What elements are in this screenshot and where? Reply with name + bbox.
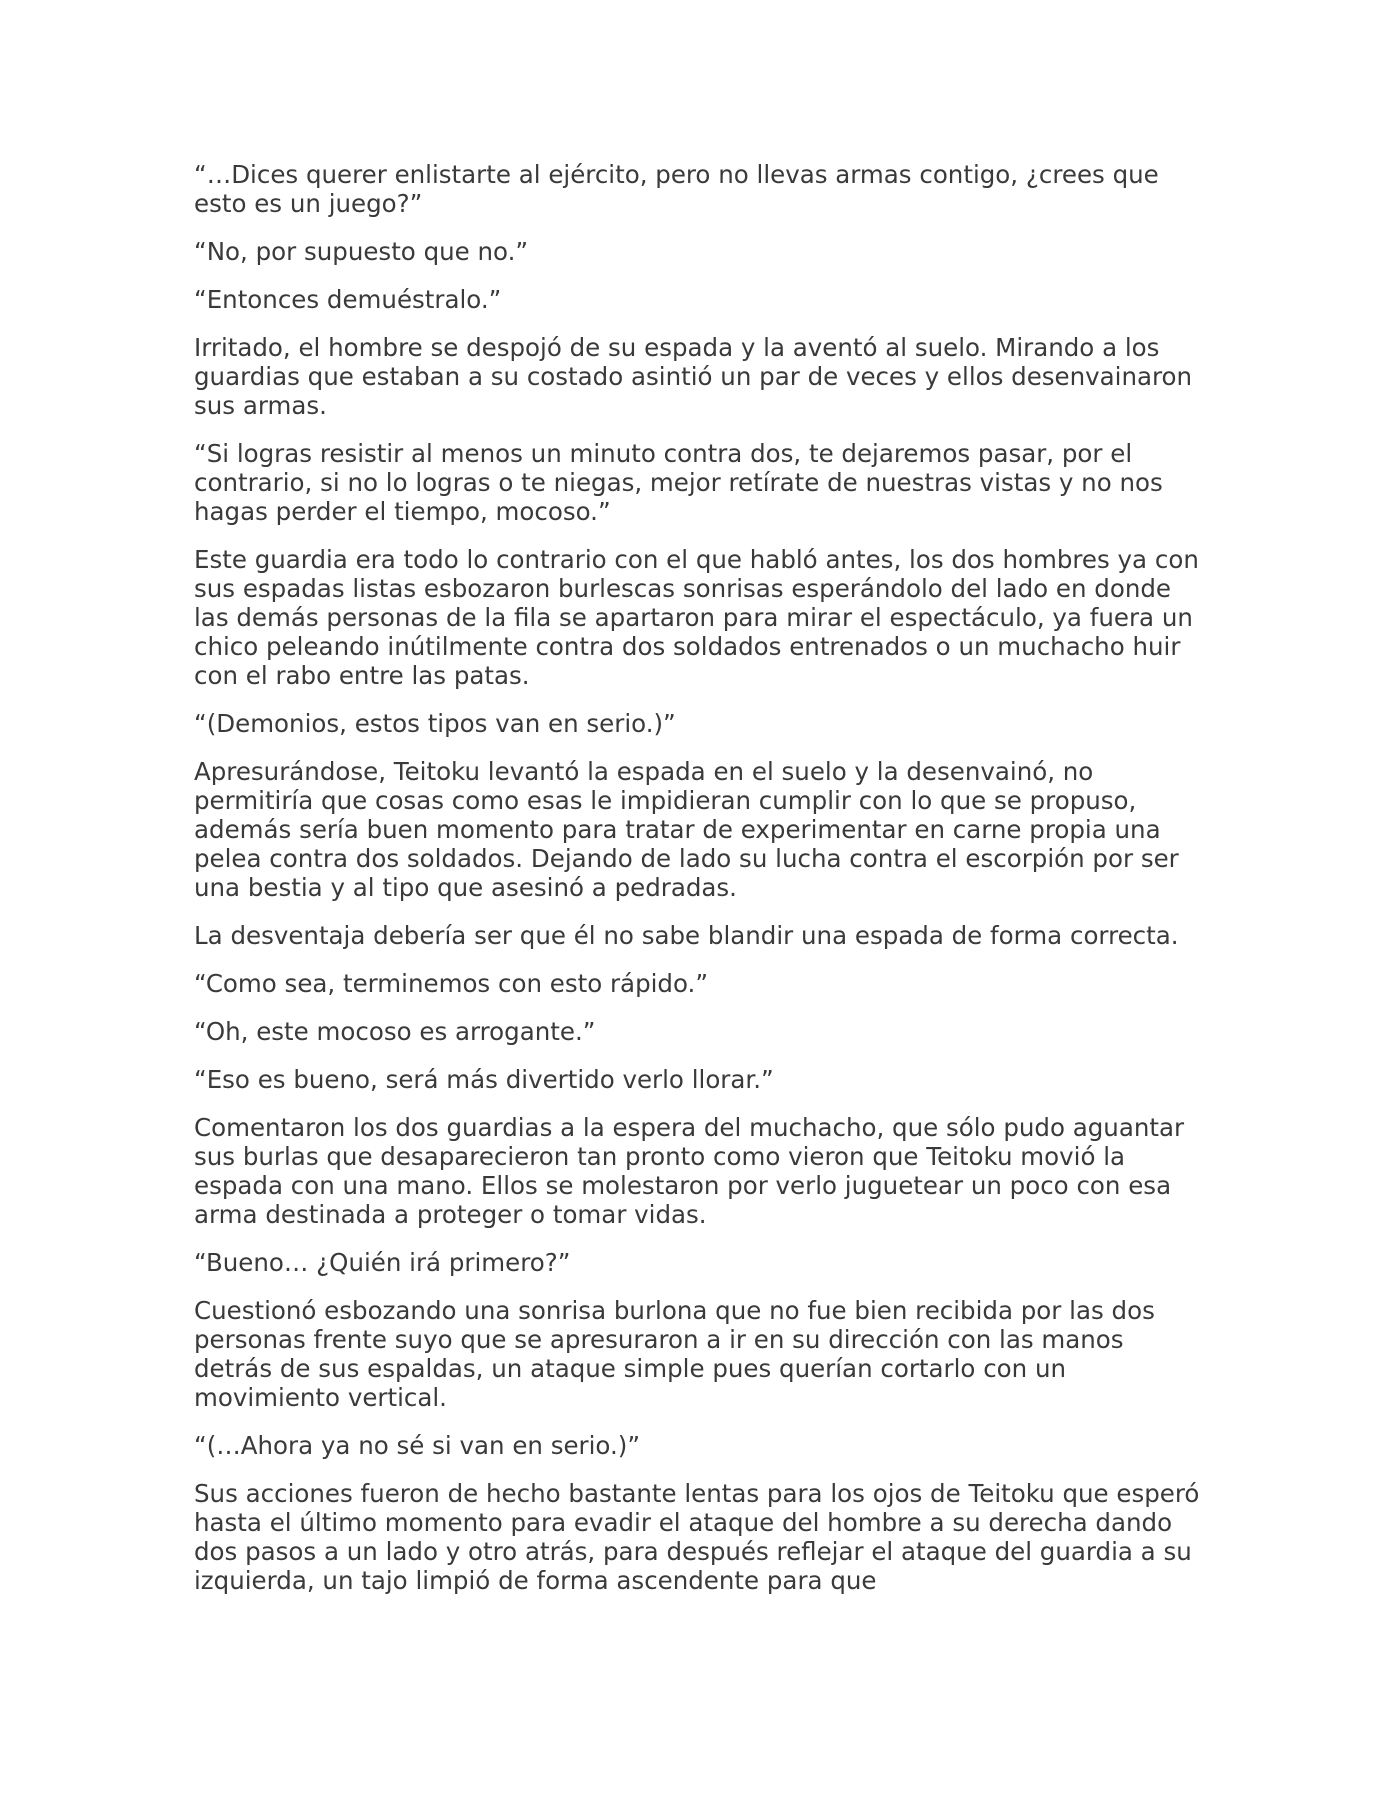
paragraph: Este guardia era todo lo contrario con el que habló antes, los dos hombres ya con sus espadas listas esbozaron burlescas sonrisas esperándolo del lado en donde las demás personas de la fila se apartaron para mirar el espectáculo, ya fuera un chico peleando inútilmente contra dos soldados entrenados o un muchacho huir con el rabo entre las patas. — [194, 545, 1199, 690]
paragraph: Comentaron los dos guardias a la espera del muchacho, que sólo pudo aguantar sus burlas que desaparecieron tan pronto como vieron que Teitoku movió la espada con una mano. Ellos se molestaron por verlo juguetear un poco con esa arma destinada a proteger o tomar vidas. — [194, 1113, 1185, 1229]
paragraph: “Eso es bueno, será más divertido verlo llorar.” — [194, 1065, 774, 1094]
paragraph: Irritado, el hombre se despojó de su espada y la aventó al suelo. Mirando a los guardias que estaban a su costado asintió un par de veces y ellos desenvainaron sus armas. — [194, 333, 1193, 420]
paragraph: “Oh, este mocoso es arrogante.” — [194, 1017, 596, 1046]
paragraph: La desventaja debería ser que él no sabe blandir una espada de forma correcta. — [194, 921, 1179, 950]
paragraph: “Como sea, terminemos con esto rápido.” — [194, 969, 709, 998]
paragraph: “No, por supuesto que no.” — [194, 237, 529, 266]
document-page — [194, 160, 1204, 1614]
paragraph: Apresurándose, Teitoku levantó la espada en el suelo y la desenvainó, no permitiría que cosas como esas le impidieran cumplir con lo que se propuso, además sería buen momento para tratar de experimentar en carne propia una pelea contra dos soldados. Dejando de lado su lucha contra el escorpión por ser una bestia y al tipo que asesinó a pedradas. — [194, 757, 1179, 902]
paragraph: “Bueno… ¿Quién irá primero?” — [194, 1248, 571, 1277]
paragraph: Sus acciones fueron de hecho bastante lentas para los ojos de Teitoku que esperó hasta el último momento para evadir el ataque del hombre a su derecha dando dos pasos a un lado y otro atrás, para después reflejar el ataque del guardia a su izquierda, un tajo limpió de forma ascendente para que — [194, 1479, 1200, 1595]
paragraph: “(Demonios, estos tipos van en serio.)” — [194, 709, 676, 738]
paragraph: “Entonces demuéstralo.” — [194, 285, 502, 314]
paragraph: “Si logras resistir al menos un minuto contra dos, te dejaremos pasar, por el contrario, si no lo logras o te niegas, mejor retírate de nuestras vistas y no nos hagas perder el tiempo, mocoso.” — [194, 439, 1163, 526]
paragraph: Cuestionó esbozando una sonrisa burlona que no fue bien recibida por las dos personas frente suyo que se apresuraron a ir en su dirección con las manos detrás de sus espaldas, un ataque simple pues querían cortarlo con un movimiento vertical. — [194, 1296, 1155, 1412]
paragraph: “…Dices querer enlistarte al ejército, pero no llevas armas contigo, ¿crees que esto es un juego?” — [194, 160, 1159, 218]
paragraph: “(…Ahora ya no sé si van en serio.)” — [194, 1431, 641, 1460]
